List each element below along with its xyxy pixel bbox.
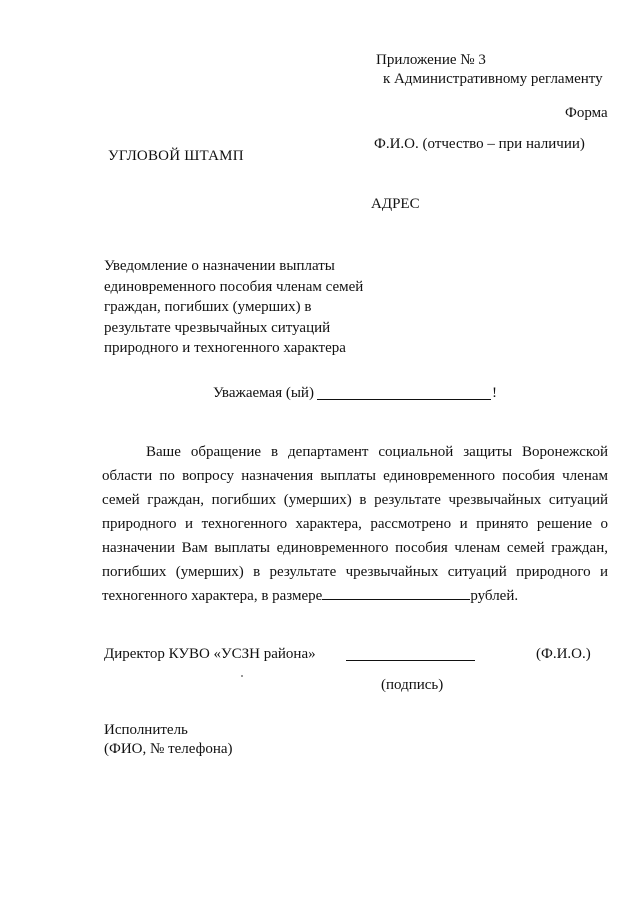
- notice-title-line: природного и техногенного характера: [104, 340, 346, 356]
- scan-speck: [241, 675, 243, 677]
- recipient-address-placeholder: АДРЕС: [371, 196, 420, 212]
- form-label: Форма: [565, 105, 608, 121]
- signature-label: (подпись): [381, 677, 444, 693]
- signature-blank: [346, 660, 475, 661]
- greeting-text: Уважаемая (ый): [213, 385, 314, 401]
- director-name-placeholder: (Ф.И.О.): [536, 646, 591, 662]
- recipient-name-placeholder: Ф.И.О. (отчество – при наличии): [374, 136, 585, 152]
- recipient-name-blank: [317, 399, 491, 400]
- amount-blank: [322, 585, 470, 600]
- corner-stamp-label: УГЛОВОЙ ШТАМП: [108, 148, 244, 164]
- body-line: семей граждан, погибших (умерших) в результате чрезвычайных ситуаций: [102, 492, 608, 508]
- appendix-number: Приложение № 3: [376, 52, 486, 68]
- director-title: Директор КУВО «УСЗН района»: [104, 646, 316, 662]
- greeting-exclamation: !: [492, 385, 497, 401]
- notice-title-line: результате чрезвычайных ситуаций: [104, 319, 331, 336]
- notice-title-line: граждан, погибших (умерших) в: [104, 299, 312, 315]
- body-paragraph: [102, 440, 608, 608]
- notice-title: [104, 256, 363, 359]
- notice-title-line: единовременного пособия членам семей: [104, 278, 364, 295]
- body-line: погибших (умерших) в результате чрезвычайных ситуаций природного и: [102, 564, 608, 580]
- executor-label: Исполнитель: [104, 722, 188, 738]
- body-line-amount: [102, 584, 608, 608]
- body-line: области по вопросу назначения выплаты единовременного пособия членам: [102, 468, 608, 484]
- appendix-reference: к Административному регламенту: [383, 71, 603, 87]
- notice-title-line: Уведомление о назначении выплаты: [104, 258, 335, 274]
- body-line: Ваше обращение в департамент социальной защиты Воронежской: [146, 444, 608, 460]
- body-line: назначении Вам выплаты единовременного пособия членам семей граждан,: [102, 540, 608, 556]
- amount-prefix: техногенного характера, в размере: [102, 588, 323, 604]
- body-line: природного и техногенного характера, рассмотрено и принято решение о: [102, 516, 608, 532]
- executor-details: (ФИО, № телефона): [104, 741, 233, 757]
- amount-suffix: рублей.: [470, 588, 519, 604]
